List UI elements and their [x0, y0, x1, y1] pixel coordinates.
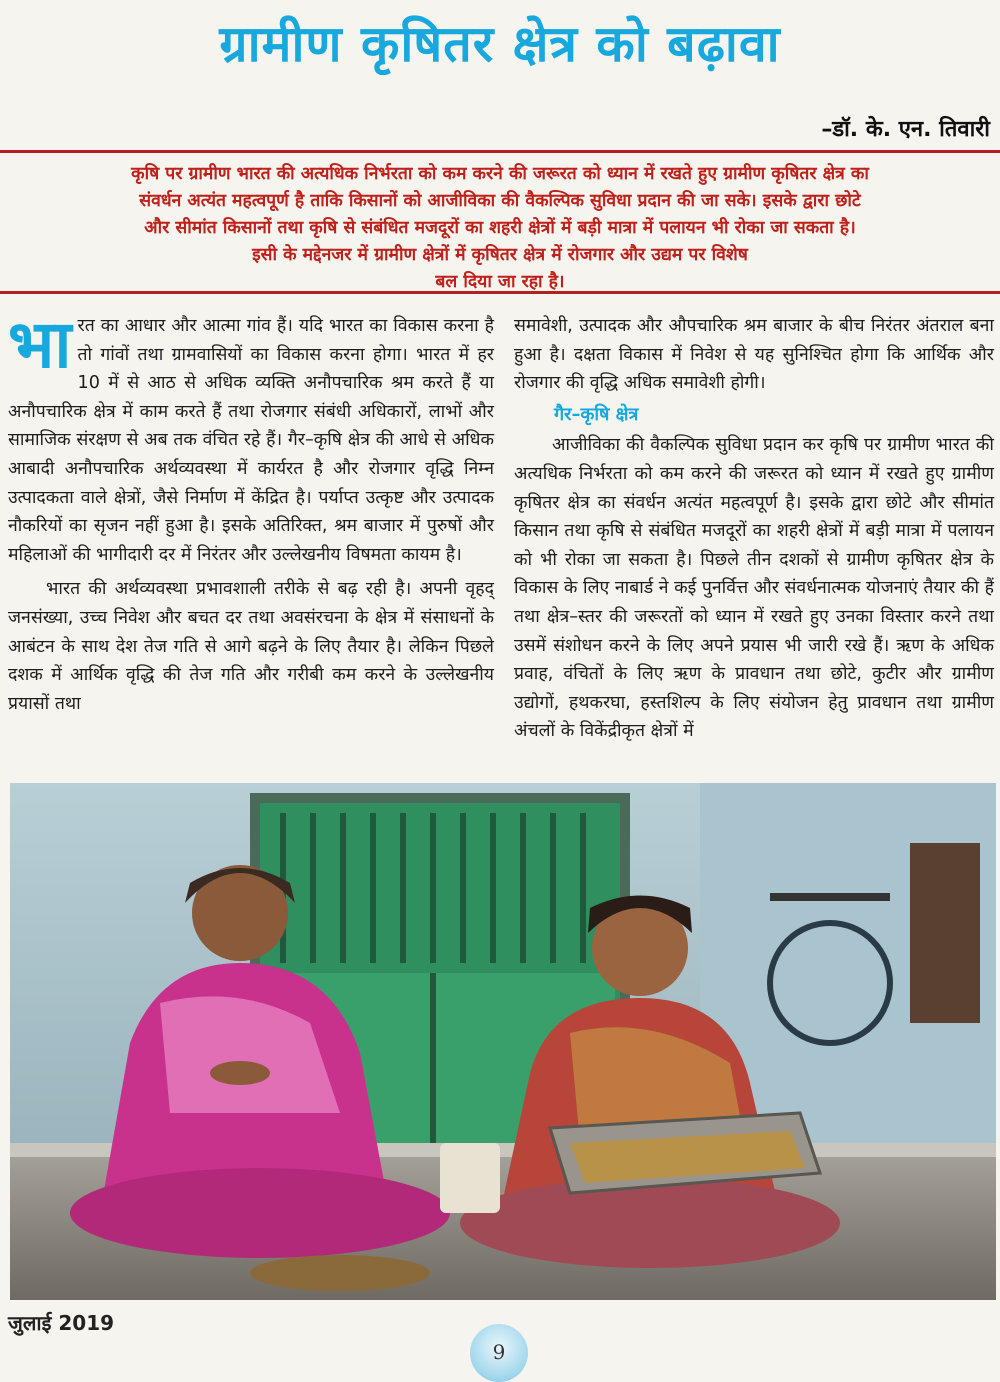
article-photo: [10, 783, 996, 1300]
paragraph: आजीविका की वैकल्पिक सुविधा प्रदान कर कृषि पर ग्रामीण भारत की अत्यधिक निर्भरता को कम करने की जरूरत को ध्यान में रखते हुए ग्रामीण कृषितर क्षेत्र का संवर्धन अत्यंत महत्वपूर्ण है। इसके द्वारा छोटे और सीमांत किसान तथा कृषि से संबंधित मजदूरों का शहरी क्षेत्रों में बड़ी मात्रा में पलायन को भी रोका जा सकता है। पिछले तीन दशकों से ग्रामीण कृषितर क्षेत्र के विकास के लिए नाबार्ड ने कई पुनर्वित्त और संवर्धनात्मक योजनाएं तैयार की हैं तथा क्षेत्र–स्तर की जरूरतों को ध्यान में रखते हुए उनका विस्तार करने तथा उसमें संशोधन करने के लिए अपने प्रयास भी जारी रखे हैं। ऋण के अधिक प्रवाह, वंचितों के लिए ऋण के प्रावधान तथा छोटे, कुटीर और ग्रामीण उद्योगों, हथकरघा, हस्तशिल्प के लिए संयोजन हेतु प्रावधान तथा ग्रामीण अंचलों के विकेंद्रीकृत क्षेत्रों में: [514, 435, 994, 742]
section-subheading: गैर–कृषि क्षेत्र: [554, 403, 639, 425]
author-byline: –डॉ. के. एन. तिवारी: [821, 117, 990, 142]
abstract-line: और सीमांत किसानों तथा कृषि से संबंधित मजदूरों का शहरी क्षेत्रों में बड़ी मात्रा में पलायन भी रोका जा सकता है।: [144, 218, 856, 238]
paragraph: समावेशी, उत्पादक और औपचारिक श्रम बाजार के बीच निरंतर अंतराल बना हुआ है। दक्षता विकास में निवेश से यह सुनिश्चित होगा कि आर्थिक और रोजगार की वृद्धि अधिक समावेशी होगी।: [514, 316, 994, 394]
left-column: [8, 306, 494, 718]
page-number: 9: [470, 1324, 528, 1382]
paragraph: [8, 306, 494, 569]
women-sorting-grains-illustration: [10, 783, 996, 1300]
issue-date: जुलाई 2019: [8, 1311, 115, 1335]
paragraph-text: रत का आधार और आत्मा गांव हैं। यदि भारत का विकास करना है तो गांवों तथा ग्रामवासियों का विकास करना होगा। भारत में हर 10 में से आठ से अधिक व्यक्ति अनौपचारिक श्रम करते हैं या अनौपचारिक क्षेत्र में काम करते हैं तथा रोजगार संबंधी अधिकारों, लाभों और सामाजिक संरक्षण से अब तक वंचित रहे हैं। गैर–कृषि क्षेत्र की आधे से अधिक आबादी अनौपचारिक अर्थव्यवस्था में कार्यरत है और रोजगार वृद्धि निम्न उत्पादकता वाले क्षेत्रों, जैसे निर्माण में केंद्रित है। पर्याप्त उत्कृष्ट और उत्पादक नौकरियों का सृजन नहीं हुआ है। इसके अतिरिक्त, श्रम बाजार में पुरुषों और महिलाओं की भागीदारी दर में निरंतर और उल्लेखनीय विषमता कायम है।: [8, 316, 494, 565]
drop-cap: भा: [8, 306, 72, 383]
right-column: [514, 312, 994, 746]
abstract-line: कृषि पर ग्रामीण भारत की अत्यधिक निर्भरता को कम करने की जरूरत को ध्यान में रखते हुए ग्रामीण कृषितर क्षेत्र का: [131, 164, 869, 184]
abstract-line: संवर्धन अत्यंत महत्वपूर्ण है ताकि किसानों को आजीविका की वैकल्पिक सुविधा प्रदान की जा सके। इसके द्वारा छोटे: [139, 191, 861, 211]
abstract-line: इसी के मद्देनजर में ग्रामीण क्षेत्रों में कृषितर क्षेत्र में रोजगार और उद्यम पर विशेष: [252, 245, 748, 265]
article-title: ग्रामीण कृषितर क्षेत्र को बढ़ावा: [219, 15, 781, 73]
abstract-box: [0, 150, 1000, 294]
paragraph: भारत की अर्थव्यवस्था प्रभावशाली तरीके से बढ़ रही है। अपनी वृहद् जनसंख्या, उच्च निवेश और बचत दर तथा अवसंरचना के क्षेत्र में संसाधनों के आबंटन के साथ देश तेज गति से आगे बढ़ने के लिए तैयार है। लेकिन पिछले दशक में आर्थिक वृद्धि की तेज गति और गरीबी कम करने के उल्लेखनीय प्रयासों तथा: [8, 579, 494, 714]
abstract-line: बल दिया जा रहा है।: [435, 272, 565, 292]
